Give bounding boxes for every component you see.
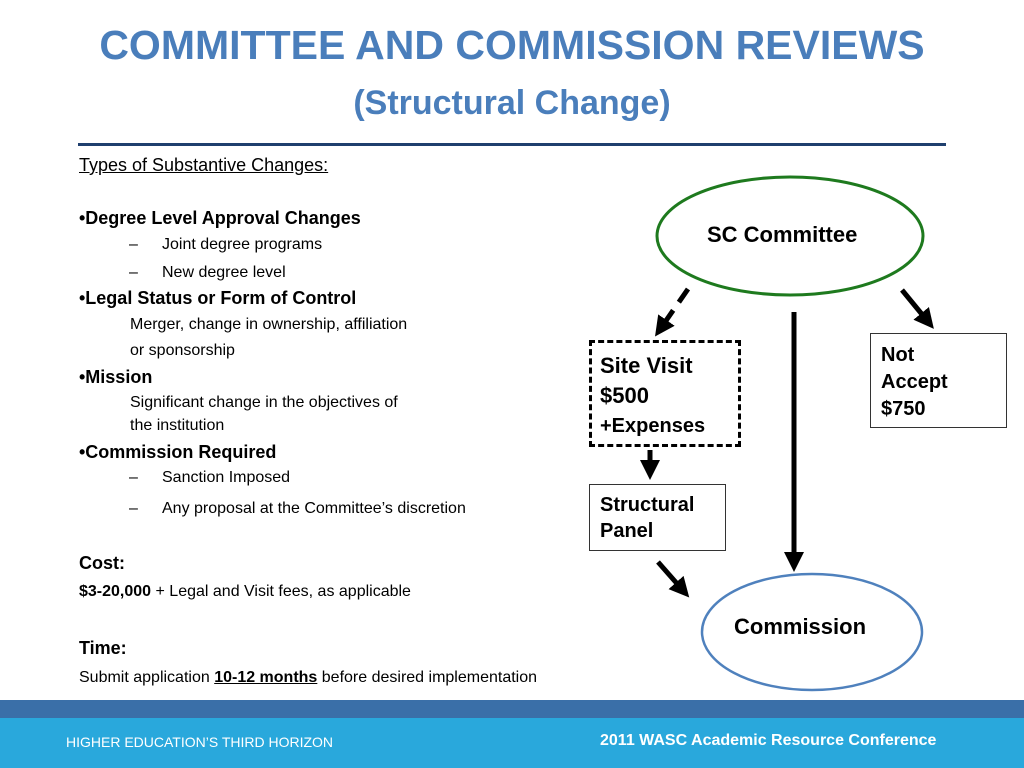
- structural-panel-line2: Panel: [600, 520, 654, 542]
- footer-bar: [0, 718, 1024, 768]
- dashed-arrow-to-site-visit: [663, 289, 688, 325]
- time-suffix: before desired implementation: [317, 669, 538, 686]
- list-item: Joint degree programs: [162, 236, 323, 253]
- arrow-to-not-accept: [902, 290, 925, 318]
- not-accept-line2: Accept: [881, 371, 948, 393]
- list-item: the institution: [130, 417, 225, 434]
- not-accept-box: [870, 333, 1007, 428]
- time-months: 10-12 months: [214, 669, 318, 686]
- footer-left-text: HIGHER EDUCATION’S THIRD HORIZON: [66, 734, 334, 750]
- list-item: or sponsorship: [130, 342, 235, 359]
- footer-stripe: [0, 700, 1024, 718]
- site-visit-box: [589, 340, 741, 447]
- list-item: Significant change in the objectives of: [130, 394, 398, 411]
- not-accept-fee: $750: [881, 398, 926, 420]
- types-heading: Types of Substantive Changes:: [79, 155, 329, 175]
- time-heading: Time:: [79, 638, 127, 658]
- list-item: Merger, change in ownership, affiliation: [130, 316, 408, 333]
- section-mission-label: •Mission: [79, 367, 153, 387]
- structural-panel-line1: Structural: [600, 494, 695, 516]
- list-item: New degree level: [162, 264, 286, 281]
- section-legal-label: •Legal Status or Form of Control: [79, 288, 357, 308]
- site-visit-fee: $500: [600, 383, 649, 408]
- site-visit-title: Site Visit: [600, 353, 693, 378]
- page-title: COMMITTEE AND COMMISSION REVIEWS: [99, 22, 925, 68]
- sc-committee-label: SC Committee: [707, 222, 858, 247]
- list-item: Sanction Imposed: [162, 469, 291, 486]
- time-prefix: Submit application: [79, 669, 215, 686]
- site-visit-expenses: +Expenses: [600, 415, 706, 437]
- list-dash: –: [129, 469, 138, 486]
- commission-label: Commission: [734, 614, 867, 639]
- section-degree-label: •Degree Level Approval Changes: [79, 208, 361, 228]
- list-dash: –: [129, 264, 138, 281]
- arrow-panel-to-commission: [658, 562, 680, 587]
- cost-amount: $3-20,000: [79, 583, 152, 600]
- footer-right-text: 2011 WASC Academic Resource Conference: [600, 732, 937, 749]
- list-dash: –: [129, 500, 138, 517]
- list-item: Any proposal at the Committee’s discretion: [162, 500, 466, 517]
- page-subtitle: (Structural Change): [353, 84, 671, 122]
- structural-panel-box: [589, 484, 726, 551]
- cost-heading: Cost:: [79, 553, 125, 573]
- list-dash: –: [129, 236, 138, 253]
- not-accept-line1: Not: [881, 344, 915, 366]
- section-commission-label: •Commission Required: [79, 442, 277, 462]
- cost-rest: + Legal and Visit fees, as applicable: [151, 583, 411, 600]
